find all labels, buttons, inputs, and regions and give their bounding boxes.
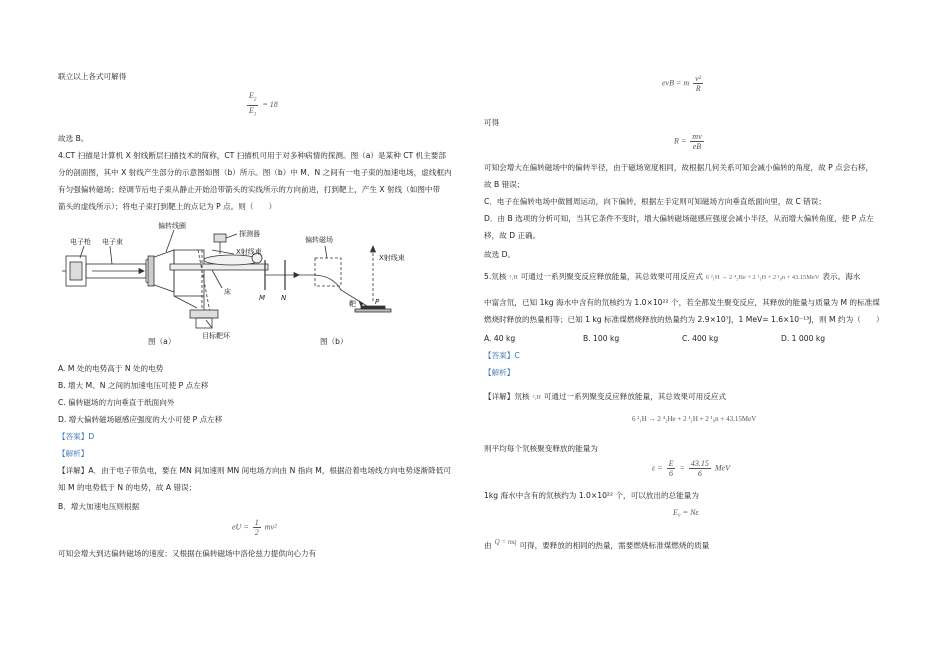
right-option-d-analysis-1: D．由 B 选项的分析可知，当其它条件不变时，增大偏转磁场磁感应强度会减小半径，从而增大偏转角度，使 P 点左	[484, 214, 874, 223]
right-line-2: 故 B 错误；	[484, 180, 525, 189]
q5-option-a: A. 40 kg	[484, 334, 516, 343]
q4-line-2: 分的剖面图，其中 X 射线产生部分的示意图如图（b）所示。图（b）中 M、N 之间有一电子束的加速电场，虚线框内	[58, 168, 452, 177]
label-n: N	[281, 294, 287, 302]
equation-reaction: 6 ²₁H → 2 ⁴₂He + 2 ¹₁H + 2 ¹₀n + 43.15MeV	[632, 415, 757, 423]
q5-line-3: 燃烧时释放的热量相等；已知 1 kg 标准煤燃烧释放的热量约为 2.9×10⁷J，1 MeV= 1.6×10⁻¹³J，则 M 约为（ ）	[484, 315, 884, 324]
q4-detail-line-2: 知 M 的电势低于 N 的电势，故 A 错误；	[58, 483, 197, 492]
equation-radius: R = $\frac{mv}{eB}$	[674, 132, 702, 151]
de-text: 可得	[484, 118, 500, 127]
q5-last-line: 由 Q = mq 可得，要释放的相同的热量，需要燃烧标准煤燃烧的质量	[484, 538, 710, 550]
q4-option-d: D. 增大偏转磁场磁感应强度的大小可使 P 点左移	[58, 415, 223, 424]
q4-option-c: C. 偏转磁场的方向垂直于纸面向外	[58, 398, 175, 407]
equation-evb: evB = m $\frac{\text{v²}}{R}$	[662, 74, 702, 93]
q5-line-1: 5.氘核 ²₁H 可通过一系列聚变反应释放能量，其总效果可用反应式 6 ²₁H → 2 ⁴₂He + 2 ¹₁H + 2 ¹₀n + 43.15MeV 表示。海水	[484, 272, 861, 281]
label-electron-gun: 电子枪	[70, 238, 91, 246]
label-detector: 探测器	[239, 230, 260, 238]
q4-detail-line-1: 【详解】A．由于电子带负电，要在 MN 间加速则 MN 间电场方向由 N 指向 M，根据沿着电场线方向电势逐渐降低可	[58, 466, 451, 475]
q5-option-d: D. 1 000 kg	[781, 334, 826, 343]
label-m: M	[259, 294, 266, 302]
q4-detail-b: B．增大加速电压则根据	[58, 502, 140, 511]
figure-a-ct-scanner	[62, 220, 272, 350]
label-p: P	[375, 298, 380, 306]
q5-line-2: 中富含氘，已知 1kg 海水中含有的氘核约为 1.0×10²² 个，若全都发生聚变反应，其释放的能量与质量为 M 的标准煤	[484, 298, 880, 307]
right-option-d-analysis-2: 移，故 D 正确。	[484, 231, 541, 240]
right-line-1: 可知会增大在偏转磁场中的偏转半径，由于磁场宽度相同，故根据几何关系可知会减小偏转的角度，故 P 点会右移，	[484, 163, 874, 172]
q5-detail-line: 【详解】氘核 ²₁H 可通过一系列聚变反应释放能量，其总效果可用反应式	[484, 392, 727, 401]
figure-b-xray-generation	[255, 228, 405, 328]
right-option-c-analysis: C．电子在偏转电场中做圆周运动，向下偏转，根据左手定则可知磁场方向垂直纸面向里，故 C 错误；	[484, 197, 826, 206]
equation-epsilon: ε = $\frac{E}{6}$ = $\frac{43.15}{6}$ MeV	[652, 459, 730, 478]
q5-average-text: 则平均每个氘核聚变释放的能量为	[484, 444, 598, 453]
q4-detail-tail: 可知会增大到达偏转磁场的速度；又根据在偏转磁场中洛伦兹力提供向心力有	[58, 549, 317, 558]
q4-option-a: A. M 处的电势高于 N 处的电势	[58, 364, 164, 373]
q5-total-energy-text: 1kg 海水中含有的氘核约为 1.0×10²² 个，可以放出的总能量为	[484, 491, 699, 500]
q5-option-c: C. 400 kg	[682, 334, 719, 343]
q5-analysis-label: 【解析】	[484, 368, 515, 377]
choose-b-text: 故选 B。	[58, 134, 89, 143]
label-deflection-field: 偏转磁场	[305, 236, 333, 244]
equation-energy-ratio: $\frac{E_2}{E_1}$ = 18	[249, 91, 278, 118]
q4-line-3: 有匀强偏转磁场；经调节后电子束从静止开始沿带箭头的实线所示的方向前进，打到靶上，产生 X 射线（如图中带	[58, 185, 441, 194]
q4-line-4: 箭头的虚线所示）；将电子束打到靶上的点记为 P 点。则（ ）	[58, 202, 277, 211]
intro-text: 联立以上各式可解得	[58, 72, 127, 81]
label-xray-beam-a: X射线束	[236, 248, 262, 256]
q5-answer: 【答案】C	[484, 351, 520, 360]
q4-answer: 【答案】D	[58, 432, 95, 441]
equation-e0: E₀ = Nε	[673, 508, 699, 517]
choose-d-text: 故选 D。	[484, 250, 516, 259]
figure-b-caption: 图（b）	[320, 337, 348, 346]
label-bed: 床	[224, 288, 231, 296]
q5-option-b: B. 100 kg	[583, 334, 620, 343]
q4-option-b: B. 增大 M、N 之间的加速电压可使 P 点左移	[58, 381, 209, 390]
q4-analysis-label: 【解析】	[58, 449, 89, 458]
label-target-ring: 目标靶环	[202, 332, 230, 340]
label-xray-beam-b: X射线束	[379, 254, 405, 262]
label-target: 靶	[349, 300, 356, 308]
label-electron-beam: 电子束	[102, 238, 123, 246]
q4-line-1: 4.CT 扫描是计算机 X 射线断层扫描技术的简称，CT 扫描机可用于对多种病情的探测。图（a）是某种 CT 机主要部	[58, 151, 446, 160]
label-deflection-coil: 偏转线圈	[158, 222, 186, 230]
figure-a-caption: 图（a）	[148, 337, 176, 346]
equation-eu: eU = $\frac{1}{2}$ mv²	[232, 518, 277, 537]
